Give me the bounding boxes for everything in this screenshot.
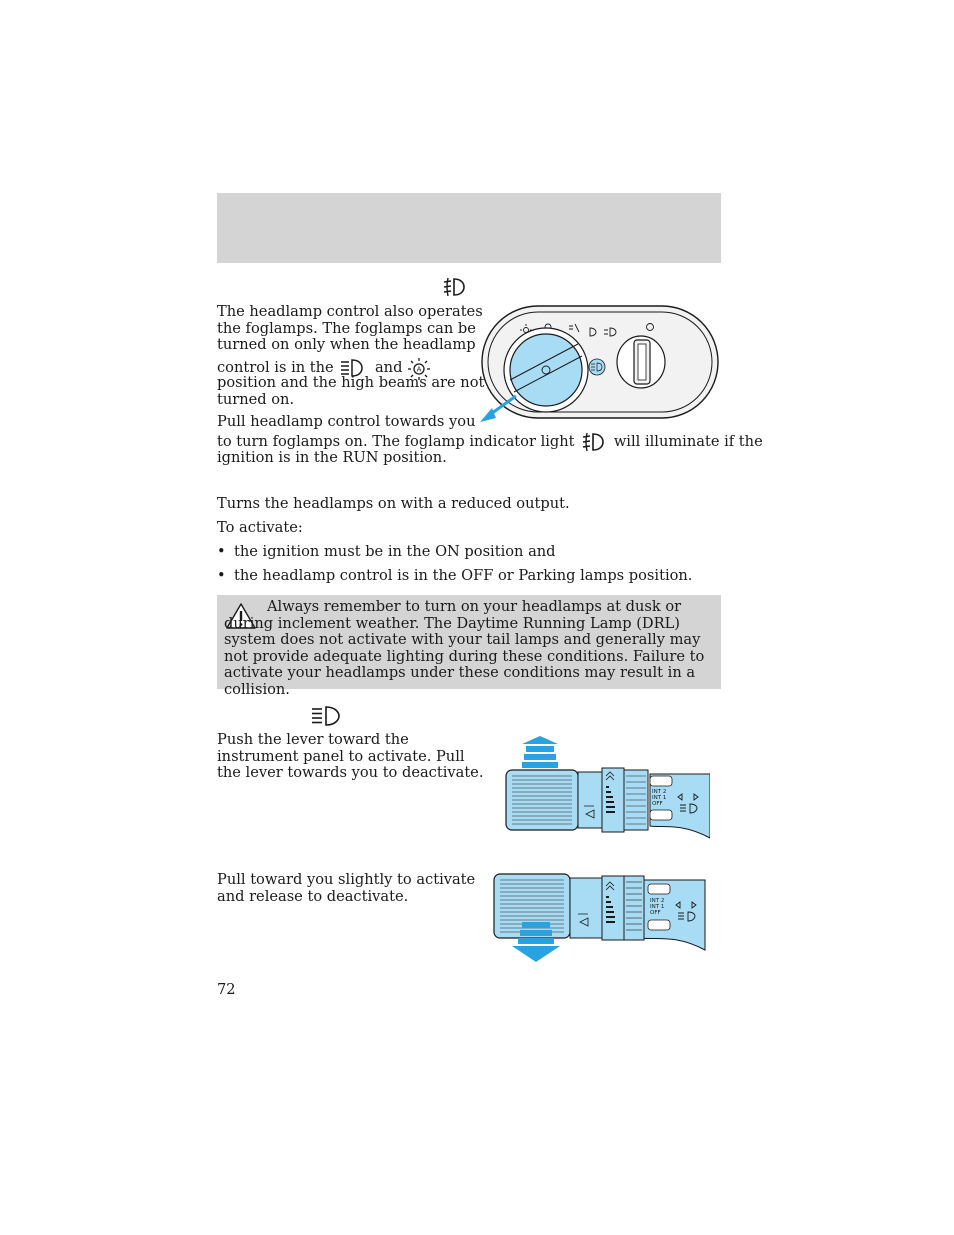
drl-intro: Turns the headlamps on with a reduced output. [217, 495, 570, 512]
high-beams-line-3: the lever towards you to deactivate. [217, 764, 484, 781]
flash-line-2: and release to deactivate. [217, 887, 409, 905]
lever2-off-label: OFF [650, 910, 661, 916]
drl-to-activate: To activate: [217, 519, 303, 536]
fog-line-3: turned on only when the headlamp [217, 336, 476, 353]
fog-line-6: turned on. [217, 390, 295, 408]
fog-line-2: the foglamps. The foglamps can be [217, 319, 476, 337]
fog-line-9: ignition is in the RUN position. [217, 449, 447, 466]
foglamp-indicator-icon [579, 432, 607, 452]
fog-line-7: Pull headlamp control towards you [217, 413, 476, 430]
lever2-int2-label: INT 2 [650, 898, 665, 904]
flash-paragraph [217, 872, 475, 905]
lever-int1-label: INT 1 [652, 795, 667, 801]
fog-paragraph-1-end [217, 375, 484, 408]
fog-line-4: control is in the and A [217, 356, 431, 380]
lever-off-label: OFF [652, 801, 663, 807]
warning-box [217, 595, 721, 698]
fog-line-1: The headlamp control also operates [217, 303, 483, 320]
foglamp-icon [441, 277, 467, 297]
svg-text:A: A [416, 365, 422, 374]
section-header-bar [217, 193, 721, 263]
fog-line-5: position and the high beams are not [217, 374, 485, 391]
fog-line-8: to turn foglamps on. The foglamp indicator light will illuminate if the [217, 433, 763, 450]
warning-text: Always remember to turn on your headlamps at dusk or during inclement weather. The Daytime Running Lamp (DRL) system does not activate with your tail lamps and generally may not provide adequate lighting during these conditions. Failure to activate your headlamps under these conditions may result in a collision. [224, 598, 705, 698]
flash-line-1: Pull toward you slightly to activate [217, 871, 476, 888]
headlamp-control-illustration [474, 300, 724, 430]
high-beams-paragraph [217, 732, 483, 782]
high-beams-line-2: instrument panel to activate. Pull [217, 747, 465, 765]
lever-int2-label: INT 2 [652, 789, 667, 795]
lever2-int1-label: INT 1 [650, 904, 665, 910]
high-beams-line-1: Push the lever toward the [217, 731, 409, 748]
page-number: 72 [217, 981, 236, 998]
lever-push-illustration [500, 734, 710, 844]
lever-pull-illustration [490, 866, 710, 966]
high-beam-icon [309, 705, 343, 727]
fog-paragraph-1 [217, 304, 483, 354]
